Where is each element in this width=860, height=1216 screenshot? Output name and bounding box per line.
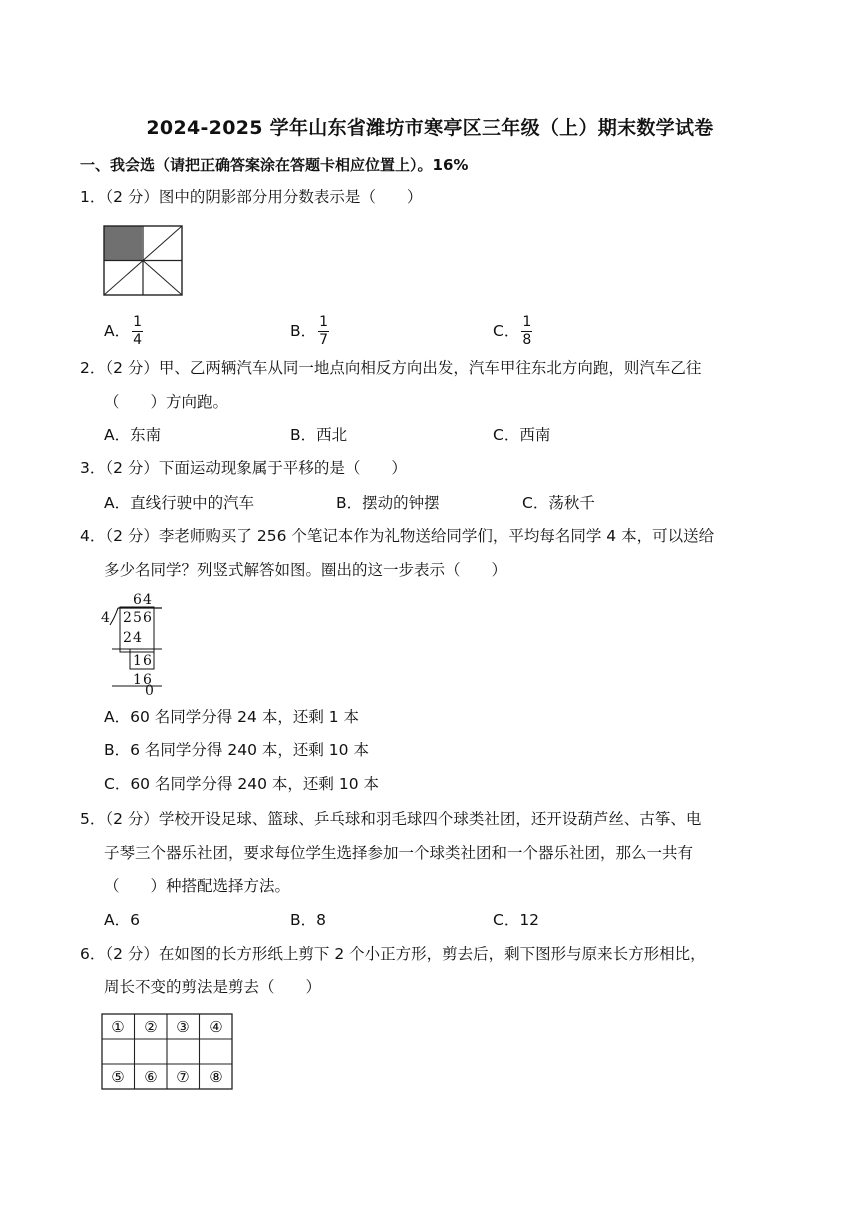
option-5c: C．12 xyxy=(493,911,540,929)
option-1a: A． $\frac{1}{4}$ xyxy=(104,314,143,348)
question-number: 5． xyxy=(80,810,106,828)
grid-label-4: ④ xyxy=(209,1018,223,1036)
product-digit: 1 xyxy=(133,672,142,688)
remainder-digit: 6 xyxy=(143,653,152,669)
page-title: 2024-2025 学年山东省潍坊市寒亭区三年级（上）期末数学试卷 xyxy=(146,117,714,139)
grid-label-1: ① xyxy=(111,1018,125,1036)
question-text: （2 分）下面运动现象属于平移的是（ ） xyxy=(105,459,407,477)
grid-label-7: ⑦ xyxy=(176,1068,190,1086)
product-digit: 6 xyxy=(143,672,152,688)
question-text: （2 分）学校开设足球、篮球、乒乓球和羽毛球四个球类社团，还开设葫芦丝、古筝、电 xyxy=(105,810,702,828)
question-text: （2 分）李老师购买了 256 个笔记本作为礼物送给同学们，平均每名同学 4 本，可以送给 xyxy=(105,527,715,545)
question-2 xyxy=(80,357,701,379)
question-4-continued: 多少名同学？列竖式解答如图。圈出的这一步表示（ ） xyxy=(104,561,508,579)
fraction: $\frac{1}{8}$ xyxy=(522,314,532,348)
grid-label-2: ② xyxy=(144,1018,158,1036)
question-3 xyxy=(80,457,407,479)
grid-label-6: ⑥ xyxy=(144,1068,158,1086)
question-5-continued: 子琴三个器乐社团，要求每位学生选择参加一个球类社团和一个器乐社团，那么一共有 xyxy=(104,844,694,862)
fraction-figure xyxy=(103,225,183,296)
remainder-digit: 1 xyxy=(133,653,142,669)
divisor: 4 xyxy=(101,610,110,626)
dividend-digit: 6 xyxy=(143,610,152,626)
grid-label-5: ⑤ xyxy=(111,1068,125,1086)
question-text: （2 分）图中的阴影部分用分数表示是（ ） xyxy=(105,188,423,206)
question-2-continued: （ ）方向跑。 xyxy=(104,393,229,411)
fraction: $\frac{1}{7}$ xyxy=(319,314,329,348)
option-3b: B．摆动的钟摆 xyxy=(336,494,440,512)
shaded-cell xyxy=(104,226,142,260)
option-4b: B．6 名同学分得 240 本，还剩 10 本 xyxy=(104,741,369,759)
option-1b: B． $\frac{1}{7}$ xyxy=(290,314,329,348)
quotient-digit: 4 xyxy=(143,592,152,608)
option-4c: C．60 名同学分得 240 本，还剩 10 本 xyxy=(104,775,379,793)
long-division-figure xyxy=(98,588,168,698)
question-number: 1． xyxy=(80,188,106,206)
option-5a: A．6 xyxy=(104,911,140,929)
question-4 xyxy=(80,525,714,547)
final-remainder: 0 xyxy=(145,683,154,698)
question-6-continued: 周长不变的剪法是剪去（ ） xyxy=(104,978,322,996)
rectangle-grid-figure xyxy=(101,1013,234,1091)
section-heading-1: 一、我会选（请把正确答案涂在答题卡相应位置上）。16% xyxy=(80,156,469,174)
question-text: （2 分）在如图的长方形纸上剪下 2 个小正方形，剪去后，剩下图形与原来长方形相比， xyxy=(105,945,706,963)
option-1c: C． $\frac{1}{8}$ xyxy=(493,314,532,348)
question-number: 6． xyxy=(80,945,106,963)
question-number: 3． xyxy=(80,459,106,477)
question-1 xyxy=(80,186,422,208)
option-5b: B．8 xyxy=(290,911,326,929)
option-2a: A．东南 xyxy=(104,426,162,444)
dividend-digit: 5 xyxy=(133,610,142,626)
option-2b: B．西北 xyxy=(290,426,348,444)
question-5-continued: （ ）种搭配选择方法。 xyxy=(104,877,291,895)
grid-label-3: ③ xyxy=(176,1018,190,1036)
question-5 xyxy=(80,808,701,830)
product-digit: 4 xyxy=(133,630,142,646)
option-4a: A．60 名同学分得 24 本，还剩 1 本 xyxy=(104,708,360,726)
option-3a: A．直线行驶中的汽车 xyxy=(104,494,255,512)
dividend-digit: 2 xyxy=(123,610,132,626)
question-number: 4． xyxy=(80,527,106,545)
question-number: 2． xyxy=(80,359,106,377)
grid-label-8: ⑧ xyxy=(209,1068,223,1086)
option-3c: C．荡秋千 xyxy=(522,494,595,512)
option-2c: C．西南 xyxy=(493,426,551,444)
fraction: $\frac{1}{4}$ xyxy=(133,314,143,348)
product-digit: 2 xyxy=(123,630,132,646)
question-6 xyxy=(80,943,706,965)
quotient-digit: 6 xyxy=(133,592,142,608)
question-text: （2 分）甲、乙两辆汽车从同一地点向相反方向出发，汽车甲往东北方向跑，则汽车乙往 xyxy=(105,359,702,377)
